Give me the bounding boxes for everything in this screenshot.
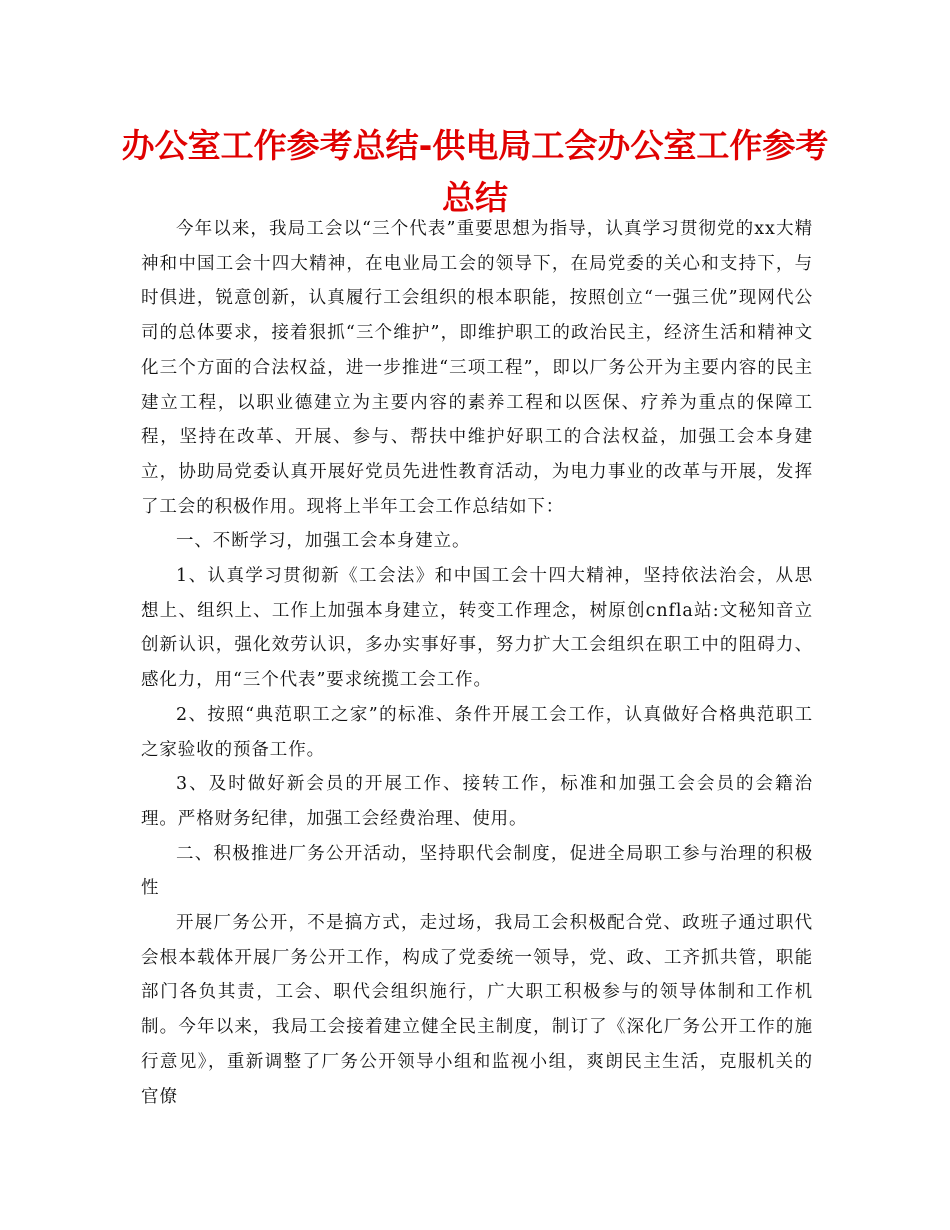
document-title: 办公室工作参考总结-供电局工会办公室工作参考总结 <box>121 126 829 217</box>
paragraph-item-2: 2、按照“典范职工之家”的标准、条件开展工会工作，认真做好合格典范职工之家验收的预备工作。 <box>141 704 813 760</box>
paragraph-intro: 今年以来，我局工会以“三个代表”重要思想为指导，认真学习贯彻党的xx大精神和中国工会十四大精神，在电业局工会的领导下，在局党委的关心和支持下，与时俱进，锐意创新，认真履行工会组织的根本职能，按照创立“一强三优”现网代公司的总体要求，接着狠抓“三个维护”，即维护职工的政治民主，经济生活和精神文化三个方面的合法权益，进一步推进“三项工程”，即以厂务公开为主要内容的民主建立工程，以职业德建立为主要内容的素养工程和以医保、疗养为重点的保障工程，坚持在改革、开展、参与、帮扶中维护好职工的合法权益，加强工会本身建立，协助局党委认真开展好党员先进性教育活动，为电力事业的改革与开展，发挥了工会的积极作用。现将上半年工会工作总结如下： <box>141 219 813 517</box>
paragraph-item-1: 1、认真学习贯彻新《工会法》和中国工会十四大精神，坚持依法治会，从思想上、组织上、工作上加强本身建立，转变工作理念，树原创cnfla站:文秘知音立创新认识，强化效劳认识，多办实事好事，努力扩大工会组织在职工中的阻碍力、感化力，用“三个代表”要求统揽工会工作。 <box>141 566 813 691</box>
paragraph-section-2: 开展厂务公开，不是搞方式，走过场，我局工会积极配合党、政班子通过职代会根本载体开展厂务公开工作，构成了党委统一领导，党、政、工齐抓共管，职能部门各负其责，工会、职代会组织施行，广大职工积极参与的领导体制和工作机制。今年以来，我局工会接着建立健全民主制度，制订了《深化厂务公开工作的施行意见》，重新调整了厂务公开领导小组和监视小组，爽朗民主生活，克服机关的官僚 <box>141 913 813 1107</box>
section-heading-2: 二、积极推进厂务公开活动，坚持职代会制度，促进全局职工参与治理的积极性 <box>141 843 813 899</box>
section-heading-1: 一、不断学习，加强工会本身建立。 <box>176 531 471 552</box>
document-body <box>141 212 813 1114</box>
paragraph-item-3: 3、及时做好新会员的开展工作、接转工作，标准和加强工会会员的会籍治理。严格财务纪律，加强工会经费治理、使用。 <box>141 774 813 829</box>
